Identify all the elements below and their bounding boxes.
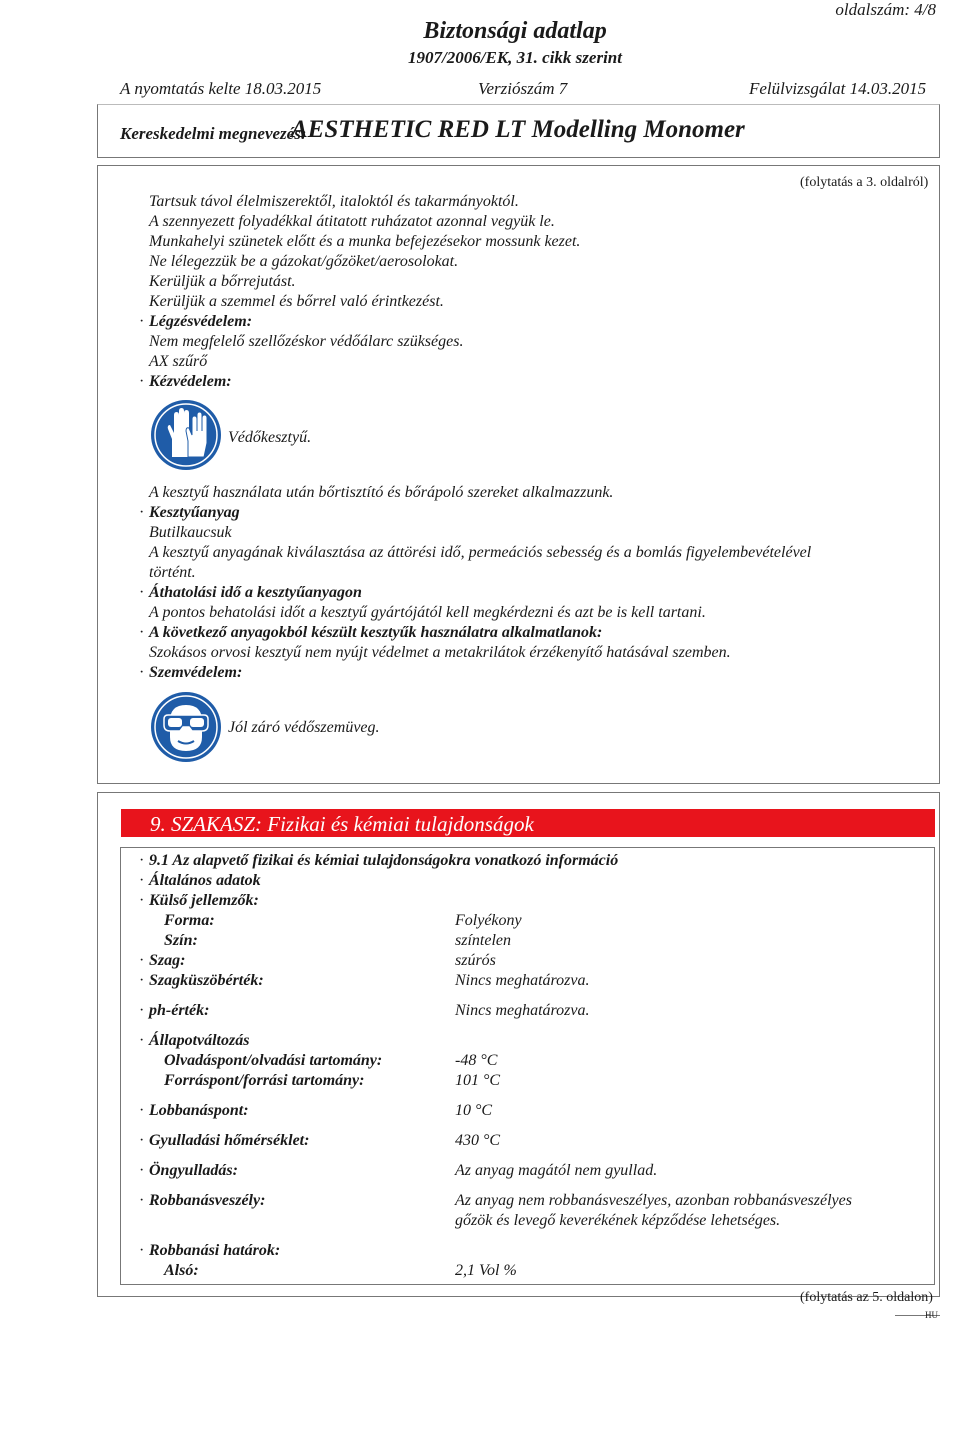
bullet-dot: · [139,952,145,969]
bullet-dot: · [139,1132,145,1149]
self-ignition-value: Az anyag magától nem gyullad. [455,1162,658,1179]
glove-material-value: Butilkaucsuk [149,524,232,541]
odor-label: Szag: [149,952,186,969]
odor-value: szúrós [455,952,496,969]
boiling-point-value: 101 °C [455,1072,501,1089]
melting-point-value: -48 °C [455,1052,498,1069]
section-9-subheading: 9.1 Az alapvető fizikai és kémiai tulajdonságokra vonatkozó információ [149,852,619,869]
lower-limit-value: 2,1 Vol % [455,1262,517,1279]
bullet-dot: · [139,892,145,909]
hygiene-line: Munkahelyi szünetek előtt és a munka befejezésekor mossunk kezet. [149,233,581,250]
penetration-label: Áthatolási idő a kesztyűanyagon [149,584,362,601]
glove-selection-line: történt. [149,564,196,581]
glove-selection-line: A kesztyű anyagának kiválasztása az áttörési idő, permeációs sebesség és a bomlás figyelembevételével [149,544,812,561]
bullet-dot: · [139,1002,145,1019]
goggles-icon [150,691,222,763]
gloves-icon [150,399,222,471]
odor-threshold-label: Szagküszöbérték: [149,972,264,989]
penetration-text: A pontos behatolási időt a kesztyű gyártójától kell megkérdezni és azt be is kell tartani. [149,604,706,621]
hand-note: A kesztyű használata után bőrtisztító és bőrápoló szereket alkalmazzunk. [149,484,614,501]
bullet-dot: · [139,624,145,641]
bullet-dot: · [139,852,145,869]
melting-point-label: Olvadáspont/olvadási tartomány: [164,1052,383,1069]
explosion-hazard-label: Robbanásveszély: [149,1192,266,1209]
respiratory-text: Nem megfelelő szellőzéskor védőálarc szükséges. [149,333,464,350]
odor-threshold-value: Nincs meghatározva. [455,972,590,989]
bullet-dot: · [139,872,145,889]
explosion-hazard-value: gőzök és levegő keverékének képződése lehetséges. [455,1212,781,1229]
self-ignition-label: Öngyulladás: [149,1162,238,1179]
language-code: HU [925,1310,938,1320]
document-subtitle: 1907/2006/EK, 31. cikk szerint [408,48,622,67]
form-label: Forma: [164,912,215,929]
bullet-dot: · [139,1032,145,1049]
version-number: Verziószám 7 [478,79,568,98]
continued-to-note: (folytatás az 5. oldalon) [800,1290,933,1305]
glove-material-label: Kesztyűanyag [149,504,240,521]
bullet-dot: · [139,584,145,601]
unsuitable-label: A következő anyagokból készült kesztyűk használatra alkalmatlanok: [149,624,603,641]
state-change-label: Állapotváltozás [149,1032,250,1049]
bullet-dot: · [139,972,145,989]
hygiene-line: Kerüljük a szemmel és bőrrel való érintkezést. [149,293,444,310]
bullet-dot: · [139,1162,145,1179]
hygiene-line: Kerüljük a bőrrejutást. [149,273,296,290]
explosion-limits-label: Robbanási határok: [149,1242,281,1259]
page-number: oldalszám: 4/8 [835,0,936,19]
bullet-dot: · [139,313,145,330]
unsuitable-text: Szokásos orvosi kesztyű nem nyújt védelmet a metakrilátok érzékenyítő hatásával szemben. [149,644,731,661]
hygiene-line: Ne lélegezzük be a gázokat/gőzöket/aerosolokat. [149,253,459,270]
hand-protection-label: Kézvédelem: [149,373,232,390]
bullet-dot: · [139,1242,145,1259]
revision-date: Felülvizsgálat 14.03.2015 [749,79,927,98]
bullet-dot: · [139,1102,145,1119]
boiling-point-label: Forráspont/forrási tartomány: [164,1072,365,1089]
ignition-temperature-label: Gyulladási hőmérséklet: [149,1132,310,1149]
hygiene-line: A szennyezett folyadékkal átitatott ruházatot azonnal vegyük le. [149,213,555,230]
explosion-hazard-value: Az anyag nem robbanásveszélyes, azonban robbanásveszélyes [455,1192,852,1209]
goggles-caption: Jól záró védőszemüveg. [228,719,380,736]
trade-name-label: Kereskedelmi megnevezés: [120,124,307,143]
bullet-dot: · [139,373,145,390]
bullet-dot: · [139,504,145,521]
color-label: Szín: [164,932,198,949]
hygiene-line: Tartsuk távol élelmiszerektől, italoktól és takarmányoktól. [149,193,519,210]
print-date: A nyomtatás kelte 18.03.2015 [120,79,322,98]
form-value: Folyékony [455,912,522,929]
color-value: színtelen [455,932,511,949]
flash-point-label: Lobbanáspont: [149,1102,249,1119]
section-9-title: 9. SZAKASZ: Fizikai és kémiai tulajdonságok [150,812,534,836]
respiratory-filter: AX szűrő [149,353,208,370]
flash-point-value: 10 °C [455,1102,493,1119]
continued-from-note: (folytatás a 3. oldalról) [800,175,929,190]
general-data-label: Általános adatok [149,872,261,889]
ignition-temperature-value: 430 °C [455,1132,501,1149]
eye-protection-label: Szemvédelem: [149,664,243,681]
gloves-caption: Védőkesztyű. [228,429,312,446]
bullet-dot: · [139,1192,145,1209]
lower-limit-label: Alsó: [164,1262,199,1279]
appearance-label: Külső jellemzők: [149,892,259,909]
trade-name-value: AESTHETIC RED LT Modelling Monomer [291,116,745,143]
ph-label: ph-érték: [149,1002,210,1019]
ph-value: Nincs meghatározva. [455,1002,590,1019]
respiratory-label: Légzésvédelem: [149,313,253,330]
document-title: Biztonsági adatlap [423,18,607,44]
bullet-dot: · [139,664,145,681]
